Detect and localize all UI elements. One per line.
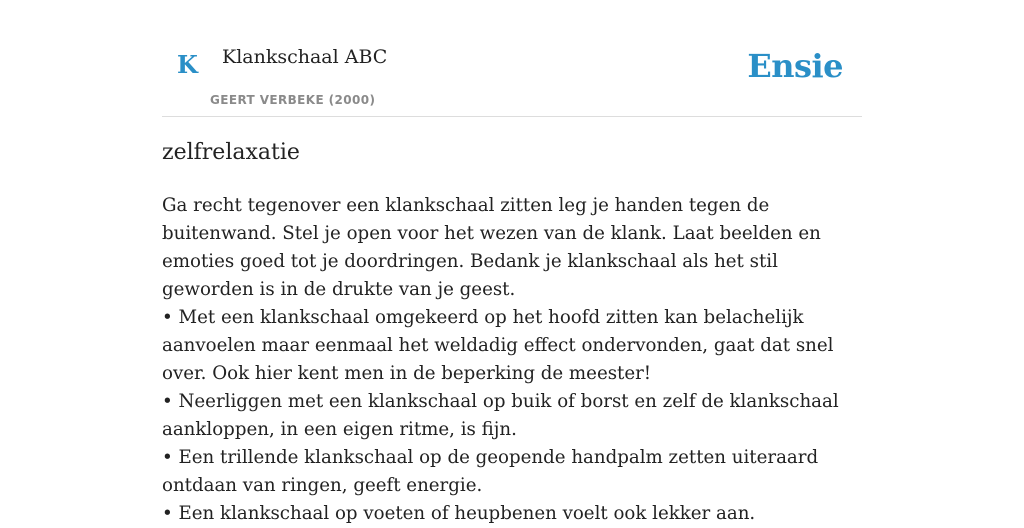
content-container	[162, 0, 862, 524]
entry-bullet: • Een klankschaal op voeten of heupbenen voelt ook lekker aan.	[162, 503, 756, 524]
book-initial-logo[interactable]: K	[177, 50, 198, 79]
entry-bullet: • Een trillende klankschaal op de geopende handpalm zetten uiteraard ontdaan van ringen, geeft energie.	[162, 447, 819, 496]
entry-bullet: • Met een klankschaal omgekeerd op het hoofd zitten kan belachelijk aanvoelen maar eenmaal het weldadig effect ondervonden, gaat dat snel over. Ook hier kent men in de beperking de meester!	[162, 307, 834, 384]
entry-body	[162, 192, 862, 528]
book-title-link[interactable]: Klankschaal ABC	[222, 46, 388, 68]
ensie-logo-link[interactable]: Ensie	[747, 47, 843, 85]
book-author: GEERT VERBEKE (2000)	[210, 93, 376, 107]
header	[162, 0, 862, 117]
entry-title: zelfrelaxatie	[162, 140, 300, 165]
entry-paragraph: Ga recht tegenover een klankschaal zitten leg je handen tegen de buitenwand. Stel je open voor het wezen van de klank. Laat beelden en emoties goed tot je doordringen. Bedank je klankschaal als het stil geworden is in de drukte van je geest.	[162, 195, 821, 300]
entry-bullet: • Neerliggen met een klankschaal op buik of borst en zelf de klankschaal aankloppen, in een eigen ritme, is fijn.	[162, 391, 839, 440]
